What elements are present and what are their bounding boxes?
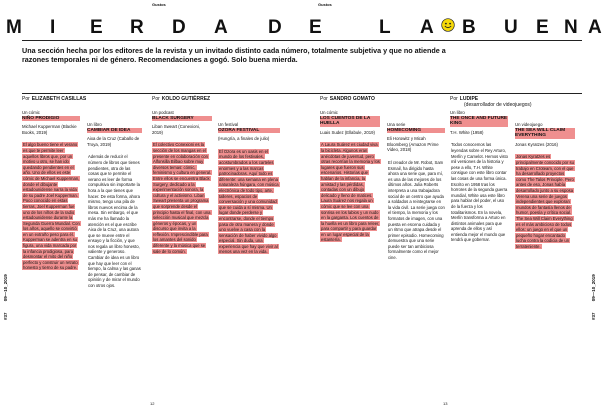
- intro-text: Una sección hecha por los editores de la revista y un invitado distinto cada número, totalmente subjetiva y que no atiende a razones temporales ni de género. Recomendaciones a gogó. Solo buena mierda.: [22, 46, 446, 64]
- page-number-right: 13: [443, 401, 448, 406]
- review-meta: (Hungría, a finales de julio): [218, 136, 270, 142]
- review-body: [87, 154, 142, 288]
- title-letter: E: [536, 17, 549, 38]
- review-body-text: A Laura Suárez es ciudad viva la bicicleta. Algunos eran anécdotas de juventud, pero otras recorrían la memoria y los lugares que fueron sus escenarios. Historias que hablan de la infancia, la amistad y las pérdidas, contadas con un dibujo delicado y lleno de matices. Laura Suárez nos regala un cómic que se lee con una sonrisa en los labios y un nudo en la garganta. Los cuentos de la huella es un libro para releer, para compartir y para guardar en un lugar especial de la estantería.: [321, 142, 380, 243]
- review-title: CAMBIAR DE IDEA: [87, 128, 142, 134]
- review-title: HOMECOMING: [387, 128, 445, 134]
- review-card: [320, 110, 380, 243]
- title-letter: A: [420, 17, 434, 38]
- section-label-right: Gustos: [318, 2, 332, 7]
- author-name: SANDRO GOMATO: [329, 96, 375, 102]
- section-label-left: Gustos: [152, 2, 166, 7]
- review-card: [218, 122, 280, 255]
- review-body-text: El colectivo Conexioni es la sección de los mangas en el presente en colaboración con Alfonsilla Bilbao sobre muy diversos temas: cómic, feminismo y cultura en general. Entre ellos se encuentra Black Surgery, dedicado a la experimentación sonora, la cultura y el activismo. Liban Sweart presenta un programa que sorprende desde el principio hasta el final, con una selección musical que mezcla géneros y épocas, y un discurso que invita a la reflexión. Imprescindible para los amantes del sonido diferente y la música que se sale de lo común.: [153, 142, 212, 254]
- review-card: [450, 110, 508, 243]
- review-category: Un libro: [450, 110, 465, 115]
- review-body: [152, 142, 212, 254]
- author-name: KOLDO GUTIÉRREZ: [161, 96, 211, 102]
- page-number-left: 12: [150, 401, 155, 406]
- review-body-text: El algo bueno tiene el verano es que te permite leer aquellos libros que, por un motivo u otro, se han ido quedando pendientes en el año. Uno de ellos es este cómic de Michael Kupperman, donde el dibujante estadounidense narra la vida de su padre Joel Kupperman. Poco conocido en estas tierras, Joel Kupperman fue uno de los niños de la radio estadounidense durante la Segunda Guerra Mundial. Con los años, aquello se convirtió en un extraño peso para él. Kupperman se adentra en su figura, una vida marcada por la infancia prodigiosa, para desmontar el mito del niño perfecto y construir un retrato honesto y tierno de su padre.: [23, 142, 80, 271]
- author-name: ELIZABETH CASILLAS: [31, 96, 87, 102]
- title-letter: L: [379, 17, 391, 38]
- review-body-text: Jonas Kyratzes es principalmente conocido por su trabajo en Croteam, con el que ha desarrollado proyectos como The Talos Principle. Pero antes de eso, Jonas había desarrollado junto a su esposa Verena una serie de juegos independientes que exploran mundos de fantasía llenos de humor, poesía y crítica social. The Sea Will Claim Everything es el más ambicioso de todos ellos: un juego en el que un pequeño hogar encantado lucha contra la codicia de un terrateniente.: [516, 154, 574, 249]
- author-4: [450, 96, 532, 108]
- review-meta: Aixa de la Cruz (Caballo de Troya, 2019): [87, 136, 140, 147]
- review-card: [22, 110, 80, 271]
- authors-rule: [22, 93, 582, 94]
- title-letter: D: [268, 17, 282, 38]
- review-body-text: Además de reducir el número de libros que tienes pendientes, otra de las cosas que te permite el verano es leer de forma compulsiva sin importarte la hora a la que tienes que hacer. De esta forma, ahora mismo, tengo una pila de libros nuevos encima de la mesa. Sin embargo, el que más me ha llamado la atención es el que escribe Aixa de la Cruz, una autora que se mueve entre el ensayo y la ficción, y que nos regala un libro honesto, valiente y generoso. Cambiar de idea es un libro que hay que leer con el tiempo, la calma y las ganas de pensar, de cambiar de opinión y de mirar el mundo con otros ojos.: [88, 154, 141, 289]
- review-meta: Jonas Kyratzes (2016): [515, 141, 558, 147]
- title-letter: I: [50, 17, 56, 38]
- review-title: THE SEA WILL CLAIM EVERYTHING: [515, 128, 575, 139]
- author-subtitle: (desarrollador de videojuegos): [464, 102, 532, 108]
- title-letter: R: [130, 17, 144, 38]
- review-meta: T.H. White (1958): [450, 129, 484, 135]
- review-body: [387, 160, 445, 261]
- review-meta: Liban Sweart (Conexioni, 2019): [152, 124, 201, 135]
- author-1: [22, 96, 86, 102]
- review-body-text: El Ozora es un oasis en el mundo de los festivales, acostumbrados a los carteles enormes y a las marcas patrocinadoras. Aquí todo es diferente: una semana en plena naturaleza húngara, con música electrónica de todo tipo, arte, talleres, espacios de conversación y una comunidad que se cuida a sí misma. Un lugar donde perderse y encontrarse, donde el tiempo pasa de otra manera y donde uno vuelve a casa con la sensación de haber vivido algo especial. Sin duda, una experiencia que hay que vivir al menos una vez en la vida.: [219, 148, 279, 255]
- review-category: Un podcast: [152, 110, 174, 115]
- review-body: [450, 142, 508, 243]
- section-title: [6, 17, 602, 41]
- review-category: Un festival: [218, 122, 239, 127]
- author-por: Por: [152, 96, 160, 102]
- review-title: BLACK SURGERY: [152, 116, 212, 122]
- review-body: [22, 142, 80, 271]
- title-letter: E: [309, 17, 322, 38]
- review-title: THE ONCE AND FUTURE KING: [450, 115, 508, 127]
- review-body-text: Todos conocemos las leyendas sobre el Rey Arturo, Merlín y Camelot. Hemos visto mil versiones de la historia y pese a ello, T.H. White consigue con este libro contar las cosas de una forma única. Escrito en 1958 tras los horrores de la segunda guerra mundial, White usa este libro para hablar del poder, el uso de la fuerza y los totalitarismos. En la novela, Merlín transforma a Arturo en distintos animales para que aprenda de ellos y así entienda mejor el mundo que tendrá que gobernar.: [451, 142, 509, 243]
- review-meta: Eli Horowitz y Micah Bloomberg (Amazon Prime Video, 2018): [387, 136, 439, 153]
- review-card: [87, 122, 142, 289]
- review-title: NIÑO PRODIGIO: [22, 116, 80, 122]
- title-letter: D: [172, 17, 186, 38]
- author-3: [320, 96, 375, 102]
- review-title: LOS CUENTOS DE LA HUELLA: [320, 116, 380, 127]
- title-underline: [22, 40, 582, 41]
- review-category: Un cómic: [22, 110, 40, 115]
- review-card: [387, 122, 445, 261]
- review-body: [515, 154, 575, 249]
- side-info-right: [591, 274, 596, 320]
- review-category: Una serie: [387, 122, 406, 127]
- smiley-icon: [441, 18, 455, 32]
- issue-number: #37: [3, 312, 8, 320]
- issue-date: 09—10_2019: [3, 274, 8, 302]
- issue-date: 09—10_2019: [591, 274, 596, 302]
- review-card: [152, 110, 212, 254]
- title-letter: B: [462, 17, 476, 38]
- review-category: Un cómic: [320, 110, 338, 115]
- title-letter: A: [214, 17, 228, 38]
- review-body: [218, 149, 280, 255]
- title-letter: U: [504, 17, 518, 38]
- title-letter: M: [6, 17, 22, 38]
- review-meta: Luais Sudez (Ellabule, 2019): [320, 129, 375, 135]
- author-name: LUDIPE: [459, 96, 479, 102]
- author-por: Por: [320, 96, 328, 102]
- review-card: [515, 122, 575, 249]
- review-title: OZORA FESTIVAL: [218, 128, 280, 134]
- review-body-text: El creador de Mr. Robot, Sam Esmail, ha dirigido hasta ahora una serie que, para mí, es una de las mejores de los últimos años. Julia Roberts interpreta a una trabajadora social de un centro que ayuda a soldados a reintegrarse en la vida civil. La serie juega con el tiempo, la memoria y los formatos de imagen, con una puesta en escena cuidada y un ritmo que atrapa desde el primer episodio. Homecoming demuestra que una serie puede ser tan ambiciosa formalmente como el mejor cine.: [388, 159, 445, 261]
- title-letter: A: [588, 17, 602, 38]
- title-letter: N: [564, 17, 578, 38]
- author-por: Por: [450, 96, 458, 102]
- author-2: [152, 96, 210, 102]
- review-body: [320, 142, 380, 243]
- author-por: Por: [22, 96, 30, 102]
- review-meta: Michael Kupperman (Blackie Books, 2019): [22, 124, 77, 135]
- issue-number: #37: [591, 312, 596, 320]
- review-category: Un videojuego: [515, 122, 543, 127]
- title-letter: E: [90, 17, 103, 38]
- side-info-left: [3, 274, 8, 320]
- review-category: Un libro: [87, 122, 102, 127]
